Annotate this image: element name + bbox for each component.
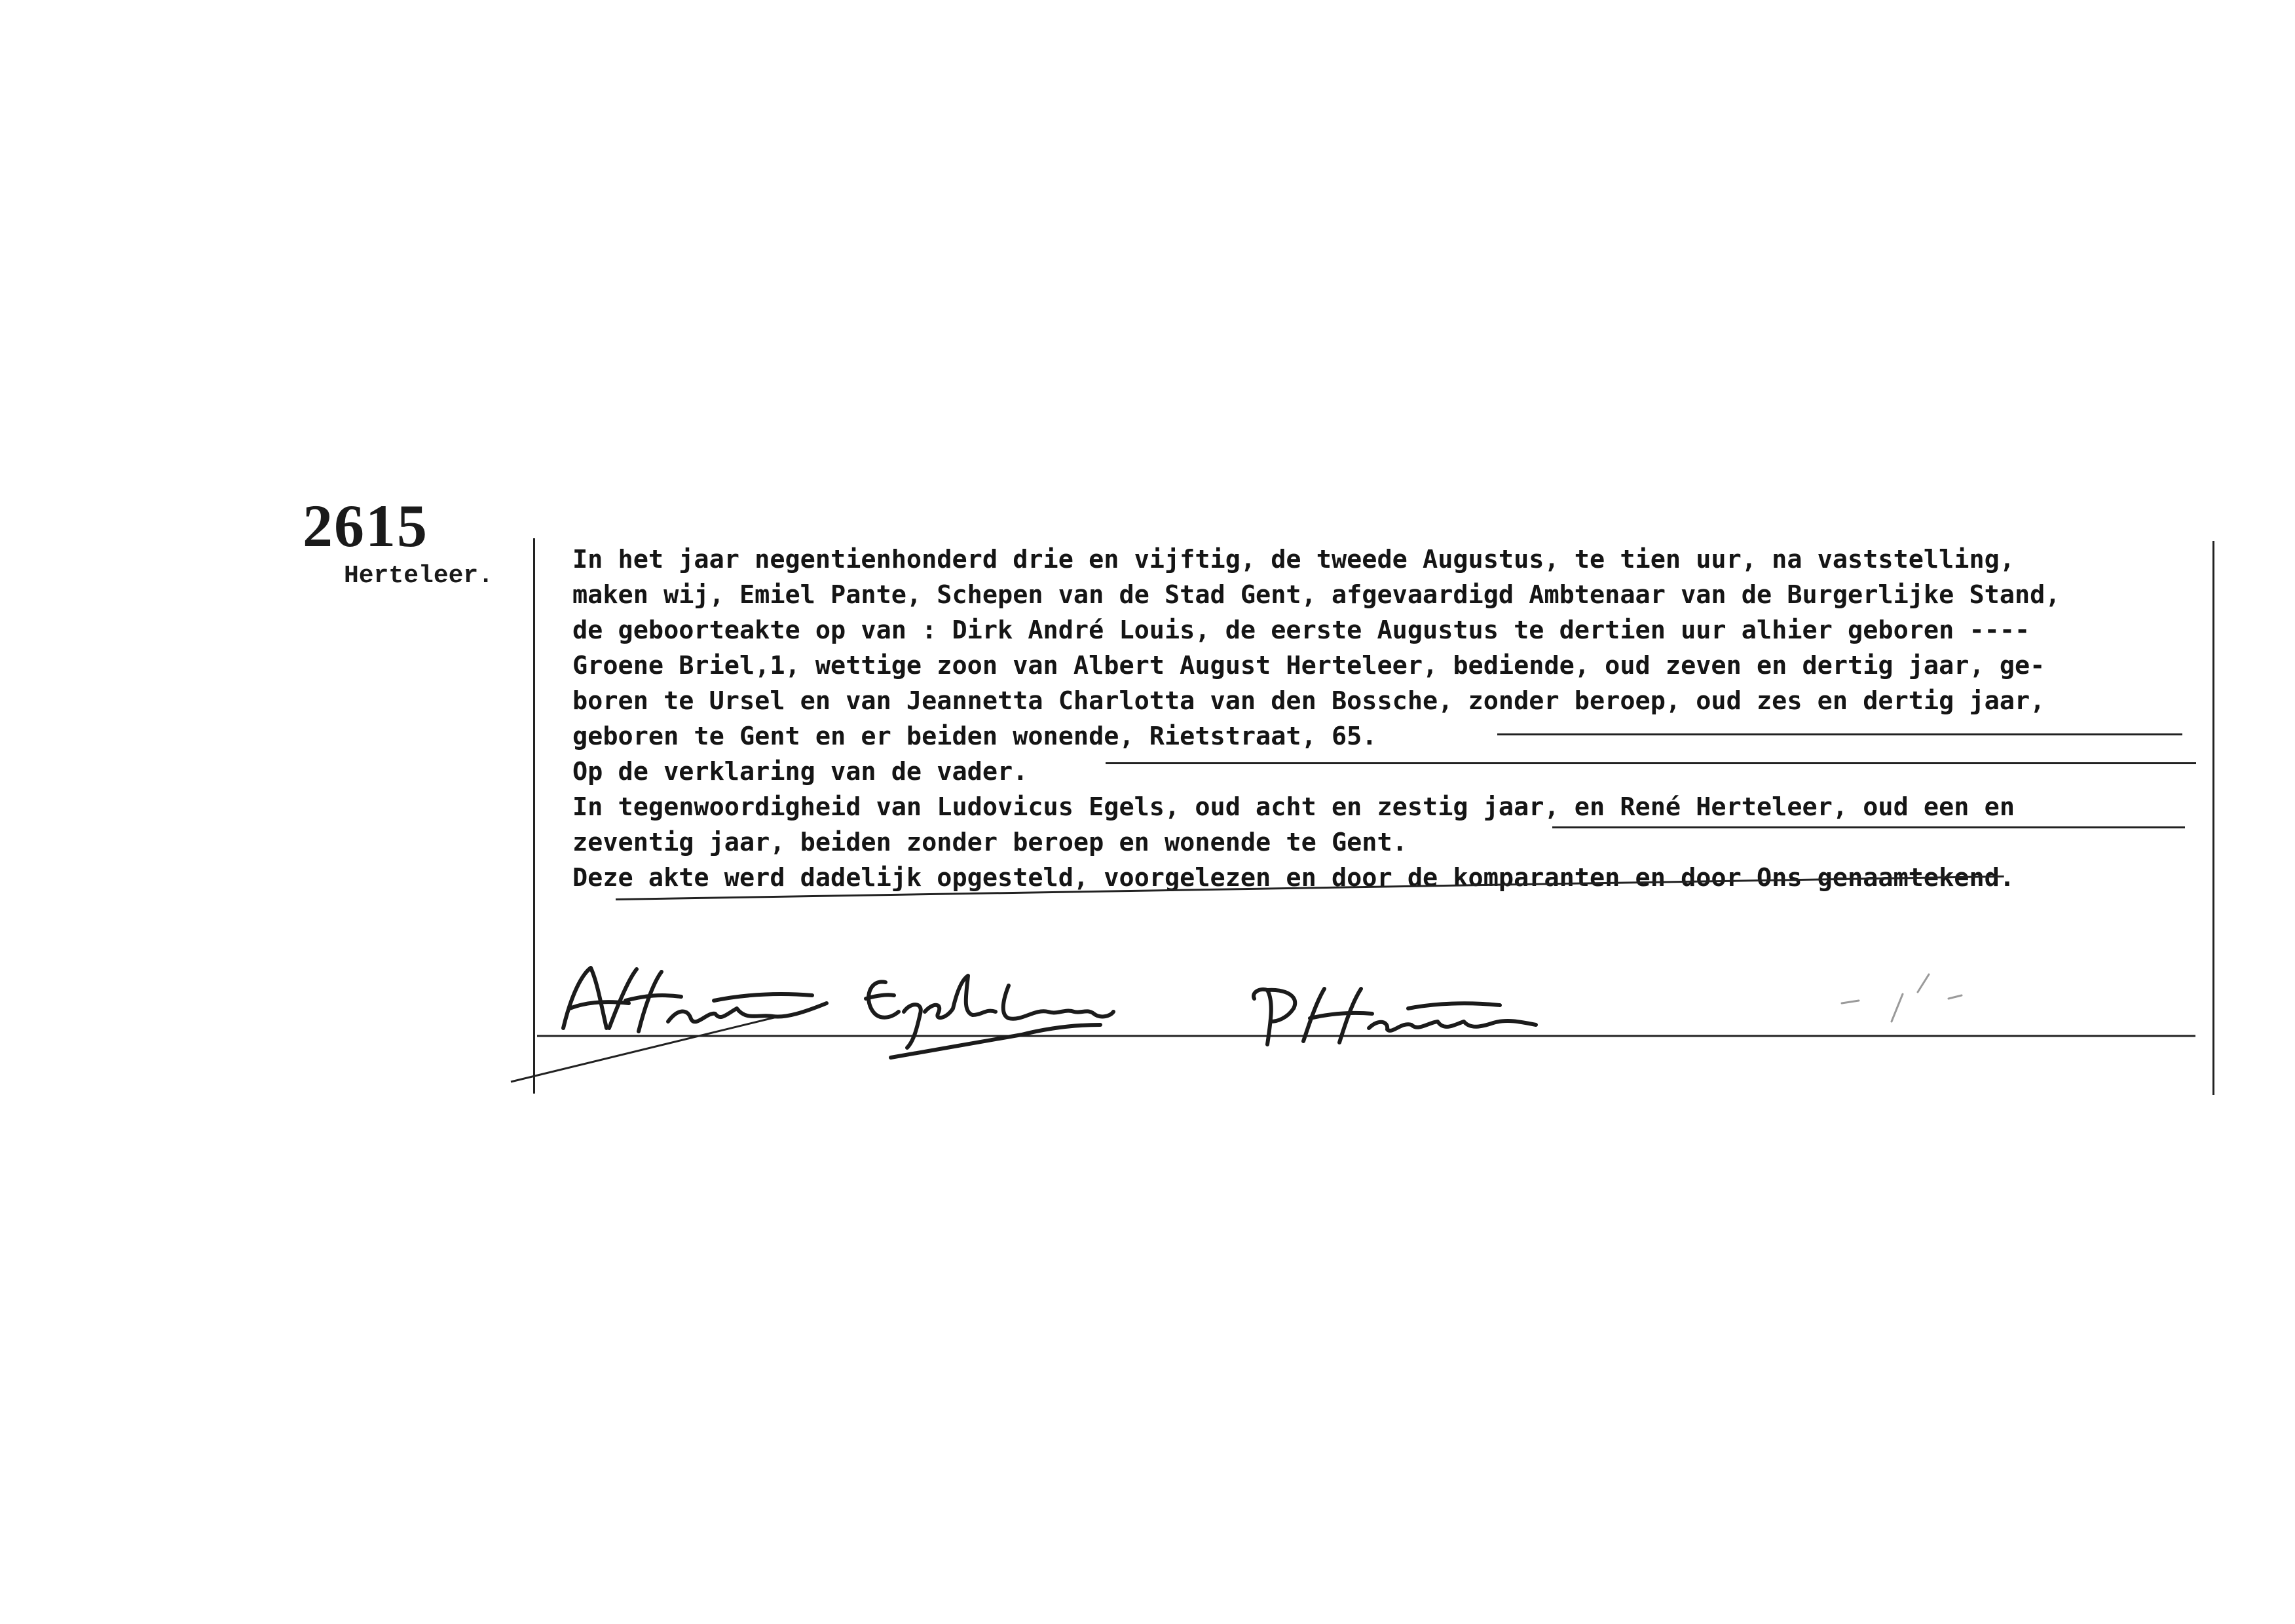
text-line: geboren te Gent en er beiden wonende, Rietstraat, 65. [572,722,1377,751]
text-line: Groene Briel,1, wettige zoon van Albert August Herteleer, bediende, oud zeven en dertig jaar, ge- [572,651,2045,680]
text-line: de geboorteakte op van : Dirk André Louis, de eerste Augustus te dertien uur alhier geboren ---- [572,616,2030,645]
record-surname: Herteleer. [344,562,494,590]
signature-a-herteleer [563,968,827,1031]
faint-marks [1842,974,1962,1022]
text-line: zeventig jaar, beiden zonder beroep en wonende te Gent. [572,828,1408,857]
text-line: Deze akte werd dadelijk opgesteld, voorgelezen en door de komparanten en door Ons genaamtekend. [572,863,2015,893]
text-line: In tegenwoordigheid van Ludovicus Egels, oud acht en zestig jaar, en René Herteleer, oud een en [572,792,2015,822]
record-number: 2615 [303,492,428,559]
signature-egels-louis [866,976,1113,1058]
signature-line [511,1017,2195,1082]
text-line: Op de verklaring van de vader. [572,757,1028,786]
text-line: boren te Ursel en van Jeannetta Charlotta van den Bossche, zonder beroep, oud zes en dertig jaar, [572,686,2045,716]
text-line: maken wij, Emiel Pante, Schepen van de Stad Gent, afgevaardigd Ambtenaar van de Burgerlijke Stand, [572,580,2061,610]
text-line: In het jaar negentienhonderd drie en vijftig, de tweede Augustus, te tien uur, na vaststelling, [572,545,2015,574]
